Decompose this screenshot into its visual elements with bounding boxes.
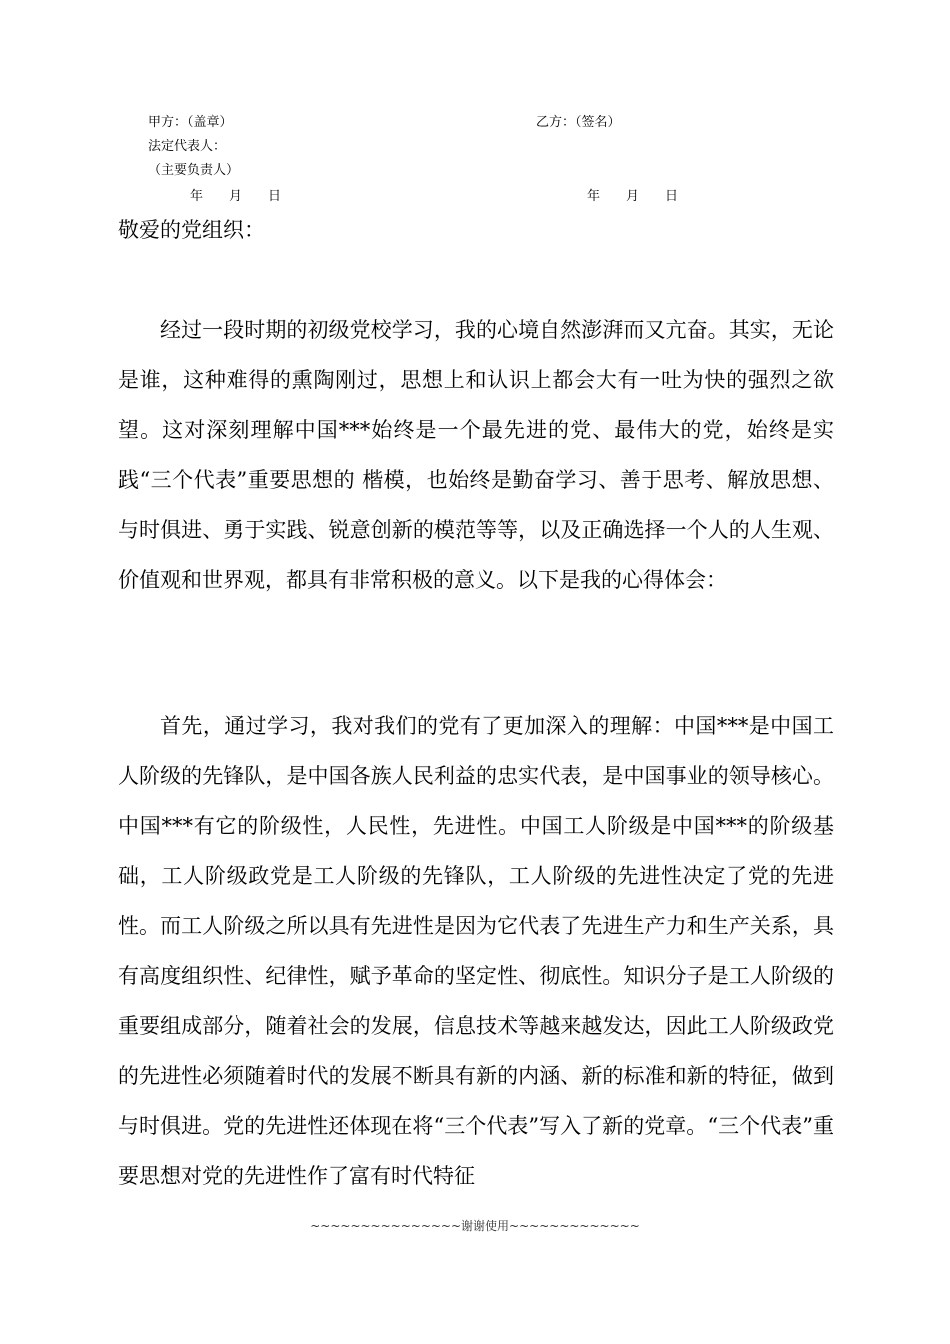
letter-salutation: 敬爱的党组织： — [118, 218, 265, 242]
letter-paragraph-2: 首先，通过学习，我对我们的党有了更加深入的理解：中国***是中国工人阶级的先锋队，是中国各族人民利益的忠实代表，是中国事业的领导核心。中国***有它的阶级性，人民性，先进性。中国工人阶级是中国***的阶级基础，工人阶级政党是工人阶级的先锋队，工人阶级的先进性决定了党的先进性。而工人阶级之所以具有先进性是因为它代表了先进生产力和生产关系，具有高度组织性、纪律性，赋予革命的坚定性、彻底性。知识分子是工人阶级的重要组成部分，随着社会的发展，信息技术等越来越发达，因此工人阶级政党的先进性必须随着时代的发展不断具有新的内涵、新的标准和新的特征，做到与时俱进。党的先进性还体现在将“三个代表”写入了新的党章。“三个代表”重要思想对党的先进性作了富有时代特征 — [118, 714, 834, 1188]
main-person-label: （主要负责人） — [148, 163, 240, 178]
letter-paragraph-1: 经过一段时期的初级党校学习，我的心境自然澎湃而又亢奋。其实，无论是谁，这种难得的熏陶刚过，思想上和认识上都会大有一吐为快的强烈之欲望。这对深刻理解中国***始终是一个最先进的党、最伟大的党，始终是实践“三个代表”重要思想的 楷模，也始终是勤奋学习、善于思考、解放思想、与时俱进、勇于实践、锐意创新的模范等等，以及正确选择一个人的人生观、价值观和世界观，都具有非常积极的意义。以下是我的心得体会： — [118, 318, 834, 592]
party-a-seal-label: 甲方：（盖章） — [148, 115, 233, 130]
party-b-date: 年 月 日 — [587, 189, 679, 204]
party-b-signature-label: 乙方：（签名） — [536, 115, 621, 130]
page-footer: ~~~~~~~~~~~~~~~谢谢使用~~~~~~~~~~~~~ — [310, 1219, 640, 1233]
party-a-date: 年 月 日 — [190, 189, 282, 204]
legal-representative-label: 法定代表人： — [148, 139, 227, 154]
